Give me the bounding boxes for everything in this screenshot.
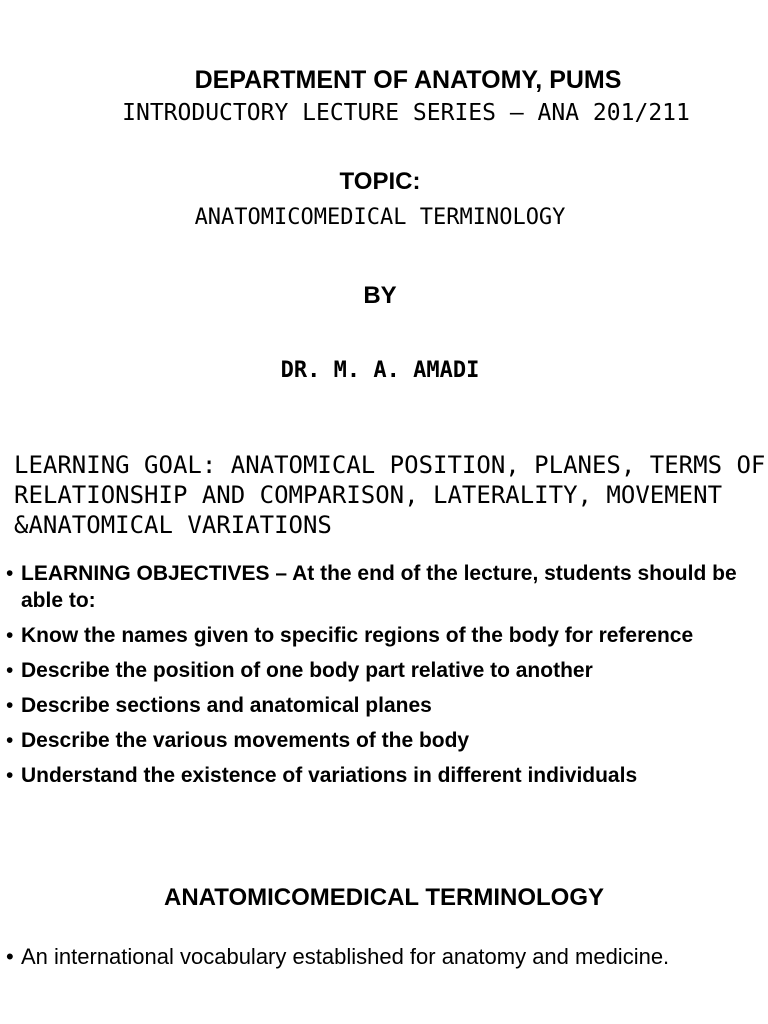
definition-list — [6, 943, 766, 971]
bullet-icon: • — [6, 562, 14, 585]
bullet-icon: • — [6, 659, 14, 682]
topic-label: TOPIC: — [339, 168, 421, 195]
list-item-text: Know the names given to specific regions of the body for reference — [21, 624, 694, 647]
list-item-text: Describe the position of one body part relative to another — [21, 659, 593, 682]
section-heading: ANATOMICOMEDICAL TERMINOLOGY — [164, 884, 604, 911]
list-item — [6, 762, 766, 789]
lecture-series-title: INTRODUCTORY LECTURE SERIES – ANA 201/211 — [122, 100, 690, 126]
list-item — [6, 622, 766, 649]
list-item-text: Describe sections and anatomical planes — [21, 694, 432, 717]
list-item — [6, 657, 766, 684]
department-title: DEPARTMENT OF ANATOMY, PUMS — [194, 66, 622, 94]
by-label: BY — [363, 282, 397, 309]
topic-title: ANATOMICOMEDICAL TERMINOLOGY — [194, 205, 566, 230]
list-item — [6, 727, 766, 754]
list-item — [6, 560, 766, 614]
list-item-text: LEARNING OBJECTIVES – At the end of the lecture, students should be able to: — [21, 562, 737, 612]
list-item — [6, 943, 766, 971]
list-item-text: Describe the various movements of the body — [21, 729, 470, 752]
bullet-icon: • — [6, 764, 14, 787]
bullet-icon: • — [6, 694, 14, 717]
bullet-icon: • — [6, 624, 14, 647]
learning-objectives-list — [6, 560, 766, 797]
list-item-text: Understand the existence of variations in different individuals — [21, 764, 638, 787]
learning-goal: LEARNING GOAL: ANATOMICAL POSITION, PLANES, TERMS OF RELATIONSHIP AND COMPARISON, LATERALITY, MOVEMENT &ANATOMICAL VARIATIONS — [14, 451, 766, 539]
author-name: DR. M. A. AMADI — [280, 358, 480, 383]
bullet-icon: • — [6, 944, 14, 969]
list-item-text: An international vocabulary established for anatomy and medicine. — [21, 944, 670, 969]
bullet-icon: • — [6, 729, 14, 752]
list-item — [6, 692, 766, 719]
